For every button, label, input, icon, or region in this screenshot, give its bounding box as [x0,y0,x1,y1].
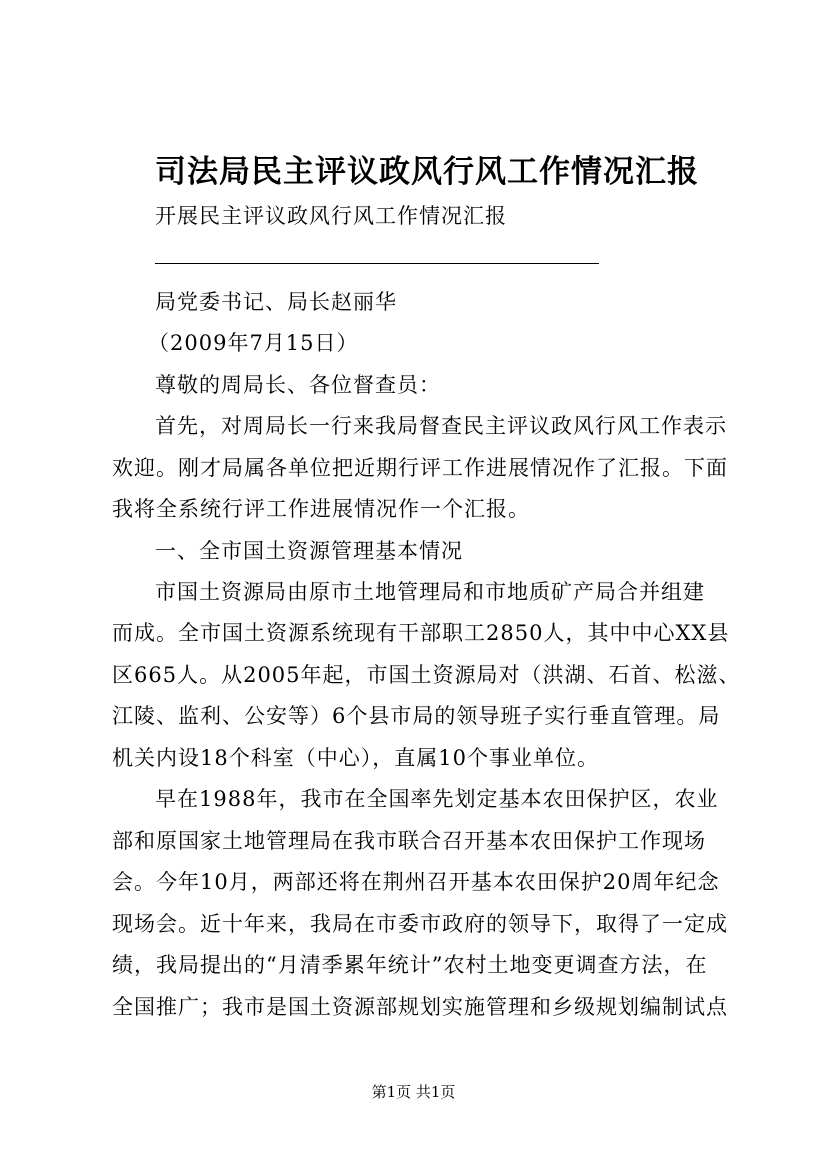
paragraph-line: 会。今年10月，两部还将在荆州召开基本农田保护20周年纪念 [112,870,720,894]
document-subtitle: 开展民主评议政风行风工作情况汇报 [155,204,507,228]
section-heading: 一、全市国土资源管理基本情况 [155,539,463,563]
salutation: 尊敬的周局长、各位督查员： [155,373,441,397]
document-title: 司法局民主评议政风行风工作情况汇报 [155,154,699,190]
author-line: 局党委书记、局长赵丽华 [155,290,397,314]
paragraph-line: 区665人。从2005年起，市国土资源局对（洪湖、石首、松滋、 [112,663,741,687]
paragraph-line: 江陵、监利、公安等）6个县市局的领导班子实行垂直管理。局 [112,704,721,728]
paragraph-line: 首先，对周局长一行来我局督查民主评议政风行风工作表示 [155,414,727,438]
divider-line [155,263,599,264]
paragraph-line: 机关内设18个科室（中心），直属10个事业单位。 [112,746,599,770]
paragraph-line: 全国推广；我市是国土资源部规划实施管理和乡级规划编制试点 [112,995,728,1019]
paragraph-line: 而成。全市国土资源系统现有干部职工2850人，其中中心XX县 [112,621,730,645]
date-line: （2009年7月15日） [148,331,359,355]
paragraph-line: 我将全系统行评工作进展情况作一个汇报。 [112,497,530,521]
paragraph-line: 现场会。近十年来，我局在市委市政府的领导下，取得了一定成 [112,912,728,936]
paragraph-line: 绩，我局提出的“月清季累年统计”农村土地变更调查方法，在 [112,953,708,977]
paragraph-line: 早在1988年，我市在全国率先划定基本农田保护区，农业 [155,787,719,811]
paragraph-line: 部和原国家土地管理局在我市联合召开基本农田保护工作现场 [112,829,706,853]
paragraph-line: 市国土资源局由原市土地管理局和市地质矿产局合并组建 [155,580,705,604]
paragraph-line: 欢迎。刚才局属各单位把近期行评工作进展情况作了汇报。下面 [112,456,728,480]
page-footer: 第1页 共1页 [371,1083,456,1101]
